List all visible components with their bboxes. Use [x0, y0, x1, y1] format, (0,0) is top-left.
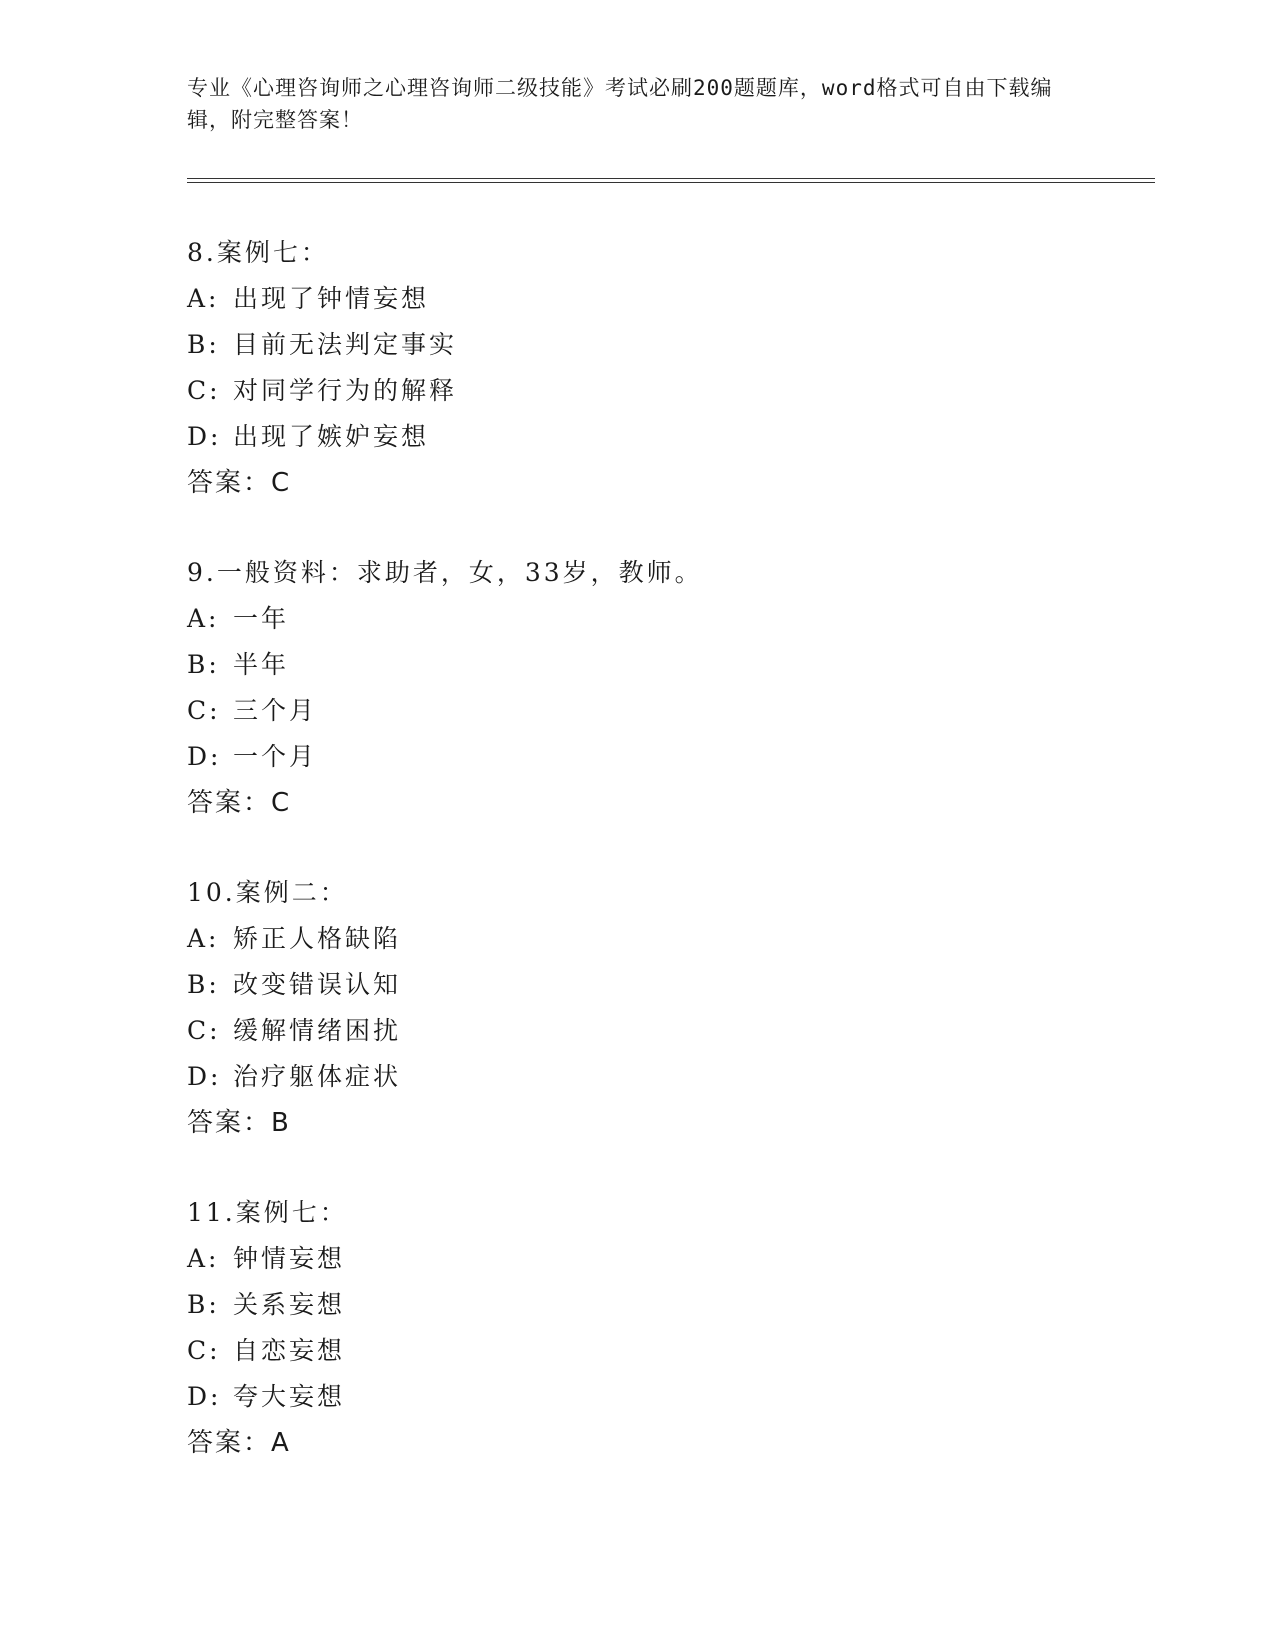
question-block: [187, 550, 1147, 826]
option-d: [187, 414, 1147, 460]
question-stem: 10.案例二：: [187, 878, 348, 907]
option-text: 出现了钟情妄想: [233, 284, 430, 313]
option-a: [187, 276, 1147, 322]
option-b: [187, 322, 1147, 368]
question-stem: 11.案例七：: [187, 1198, 348, 1227]
option-text: 矫正人格缺陷: [233, 924, 402, 953]
option-a: [187, 1236, 1147, 1282]
option-text: 三个月: [233, 696, 318, 725]
option-letter: B:: [187, 1290, 220, 1319]
option-letter: D:: [187, 1062, 222, 1091]
option-letter: B:: [187, 970, 220, 999]
option-d: [187, 1374, 1147, 1420]
option-d: [187, 1054, 1147, 1100]
question-stem: 9.一般资料：求助者，女，33岁，教师。: [187, 558, 703, 587]
option-text: 一年: [233, 604, 290, 633]
question-stem: 8.案例七：: [187, 238, 329, 267]
option-c: [187, 368, 1147, 414]
header-divider-bottom: [187, 182, 1155, 183]
option-text: 半年: [233, 650, 290, 679]
question-block: [187, 230, 1147, 506]
option-letter: C:: [187, 1336, 221, 1365]
question-block: [187, 870, 1147, 1146]
option-text: 出现了嫉妒妄想: [233, 422, 430, 451]
question-block: [187, 1190, 1147, 1466]
option-c: [187, 1008, 1147, 1054]
header-note: 专业《心理咨询师之心理咨询师二级技能》考试必刷200题题库，word格式可自由下载编辑，附完整答案！: [187, 76, 1053, 132]
option-letter: D:: [187, 422, 222, 451]
option-letter: A:: [187, 1244, 220, 1273]
option-text: 自恋妄想: [233, 1336, 346, 1365]
answer-line: 答案：A: [187, 1428, 291, 1458]
option-a: [187, 916, 1147, 962]
option-letter: B:: [187, 330, 220, 359]
answer-line: 答案：C: [187, 788, 292, 818]
option-d: [187, 734, 1147, 780]
option-letter: A:: [187, 284, 220, 313]
option-b: [187, 962, 1147, 1008]
header-divider-top: [187, 178, 1155, 179]
option-letter: A:: [187, 924, 220, 953]
option-text: 一个月: [233, 742, 318, 771]
option-text: 对同学行为的解释: [233, 376, 458, 405]
option-letter: D:: [187, 1382, 222, 1411]
option-c: [187, 1328, 1147, 1374]
option-letter: C:: [187, 696, 221, 725]
option-letter: D:: [187, 742, 222, 771]
option-text: 目前无法判定事实: [233, 330, 458, 359]
option-a: [187, 596, 1147, 642]
option-letter: A:: [187, 604, 220, 633]
option-c: [187, 688, 1147, 734]
option-b: [187, 1282, 1147, 1328]
answer-line: 答案：B: [187, 1108, 291, 1138]
option-text: 改变错误认知: [233, 970, 402, 999]
option-letter: C:: [187, 376, 221, 405]
option-b: [187, 642, 1147, 688]
option-letter: B:: [187, 650, 220, 679]
option-letter: C:: [187, 1016, 221, 1045]
option-text: 缓解情绪困扰: [233, 1016, 402, 1045]
option-text: 钟情妄想: [233, 1244, 346, 1273]
option-text: 关系妄想: [233, 1290, 346, 1319]
answer-line: 答案：C: [187, 468, 292, 498]
option-text: 夸大妄想: [233, 1382, 346, 1411]
option-text: 治疗躯体症状: [233, 1062, 402, 1091]
